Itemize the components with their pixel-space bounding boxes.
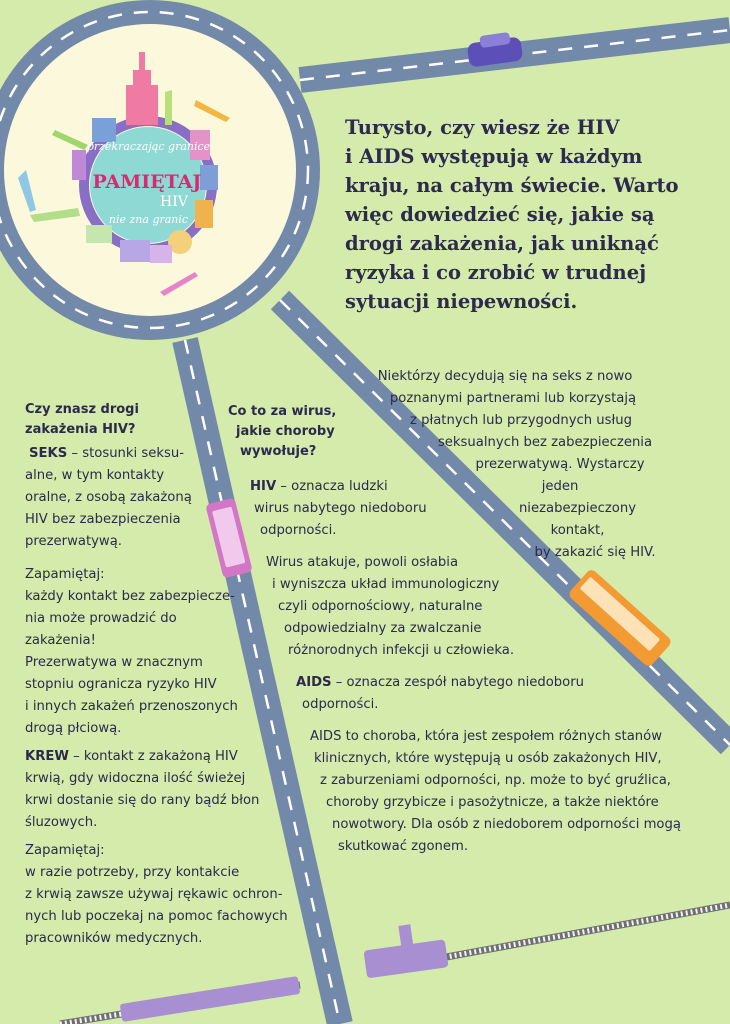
hiv-line: – oznacza ludzki	[276, 479, 388, 494]
virus-block	[266, 552, 514, 662]
remember-line: nych lub poczekaj na pomoc fachowych	[25, 909, 288, 924]
remember-line: stopniu ogranicza ryzyko HIV	[25, 677, 217, 692]
virus-line: Wirus atakuje, powoli osłabia	[266, 555, 459, 570]
risk-note-line: prezerwatywą. Wystarczy jeden	[475, 457, 645, 494]
remember-line: i innych zakażeń przenoszonych	[25, 699, 238, 714]
remember-line: każdy kontakt bez zabezpiecze-	[25, 589, 235, 604]
seks-line: oralne, z osobą zakażoną	[25, 490, 192, 505]
seks-line: alne, w tym kontakty	[25, 468, 165, 483]
seks-block	[25, 443, 192, 553]
remember-line: zakażenia!	[25, 633, 96, 648]
headline-line: ryzyka i co zrobić w trudnej	[345, 261, 647, 284]
krew-term: KREW	[25, 749, 69, 764]
remember-line: nia może prowadzić do	[25, 611, 177, 626]
remember-line: z krwią zawsze używaj rękawic ochron-	[25, 887, 283, 902]
risk-note-line: poznanymi partnerami lub korzystają	[389, 391, 637, 406]
aids-desc-line: z zaburzeniami odporności, np. może to być gruźlica,	[320, 773, 672, 788]
krew-line: śluzowych.	[25, 815, 98, 830]
risk-note-line: z płatnych lub przygodnych usług	[409, 413, 633, 428]
aids-desc-line: skutkować zgonem.	[338, 839, 469, 854]
middle-heading	[228, 402, 336, 462]
headline-line: więc dowiedzieć się, jakie są	[345, 203, 655, 226]
seks-line: – stosunki seksu-	[67, 446, 185, 461]
headline-line: kraju, na całym świecie. Warto	[345, 174, 679, 197]
left-heading-line: zakażenia HIV?	[25, 422, 136, 437]
aids-desc-line: klinicznych, które występują u osób zakażonych HIV,	[314, 751, 662, 766]
virus-line: i wyniszcza układ immunologiczny	[272, 577, 500, 592]
risk-note-line: Niektórzy decydują się na seks z nowo	[377, 369, 633, 384]
hiv-block	[250, 476, 427, 542]
krew-line: krwią, gdy widoczna ilość świeżej	[25, 771, 246, 786]
krew-line: krwi dostanie się do rany bądź błon	[25, 793, 260, 808]
aids-line: odporności.	[302, 697, 379, 712]
left-heading	[25, 400, 139, 440]
headline	[345, 113, 715, 316]
railway-track-right	[430, 905, 730, 960]
risk-note-line: by zakazić się HIV.	[534, 545, 656, 560]
train-icon	[363, 924, 448, 978]
seks-line: HIV bez zabezpieczenia	[25, 512, 181, 527]
logo-bottom-line: nie zna granic	[108, 213, 189, 226]
headline-line: Turysto, czy wiesz że HIV	[345, 116, 620, 139]
remember-line: drogą płciową.	[25, 721, 122, 736]
logo-main-text: PAMIĘTAJ	[92, 171, 202, 193]
aids-term: AIDS	[296, 675, 332, 690]
aids-desc-line: nowotwory. Dla osób z niedoborem odporności mogą	[332, 817, 681, 832]
hiv-line: odporności.	[260, 523, 337, 538]
headline-line: drogi zakażenia, jak uniknąć	[345, 232, 659, 255]
risk-note-line: seksualnych bez zabezpieczenia	[437, 435, 653, 450]
logo-sub-text: HIV	[160, 194, 188, 210]
krew-line: – kontakt z zakażoną HIV	[68, 749, 238, 764]
risk-note-line: niezabezpieczony kontakt,	[518, 501, 637, 538]
middle-heading-line: wywołuje?	[240, 444, 317, 459]
aids-block	[296, 672, 584, 716]
remember-block-1	[25, 564, 238, 740]
remember-line: w razie potrzeby, przy kontakcie	[25, 865, 240, 880]
seks-line: prezerwatywą.	[25, 534, 122, 549]
left-heading-line: Czy znasz drogi	[25, 402, 139, 417]
aids-description	[310, 726, 681, 858]
remember-line: Zapamiętaj:	[25, 843, 105, 858]
headline-line: i AIDS występują w każdym	[345, 145, 643, 168]
virus-line: różnorodnych infekcji u człowieka.	[288, 643, 515, 658]
middle-heading-line: jakie choroby	[236, 424, 335, 439]
aids-desc-line: choroby grzybicze i pasożytnicze, a także niektóre	[326, 795, 659, 810]
aids-desc-line: AIDS to choroba, która jest zespołem różnych stanów	[310, 729, 663, 744]
hiv-term: HIV	[250, 479, 277, 494]
virus-line: odpowiedzialny za zwalczanie	[284, 621, 482, 636]
krew-block	[25, 746, 259, 834]
aids-line: – oznacza zespół nabytego niedoboru	[331, 675, 585, 690]
logo-top-line: przekraczając granice	[86, 140, 211, 153]
remember-block-2	[25, 840, 288, 950]
hiv-line: wirus nabytego niedoboru	[254, 501, 427, 516]
seks-term: SEKS	[29, 446, 68, 461]
remember-line: Prezerwatywa w znacznym	[25, 655, 203, 670]
middle-heading-line: Co to za wirus,	[228, 404, 337, 419]
remember-line: Zapamiętaj:	[25, 567, 105, 582]
remember-line: pracowników medycznych.	[25, 931, 203, 946]
headline-line: sytuacji niepewności.	[345, 290, 578, 313]
virus-line: czyli odpornościowy, naturalne	[278, 599, 483, 614]
railway-track-left	[60, 976, 300, 1024]
